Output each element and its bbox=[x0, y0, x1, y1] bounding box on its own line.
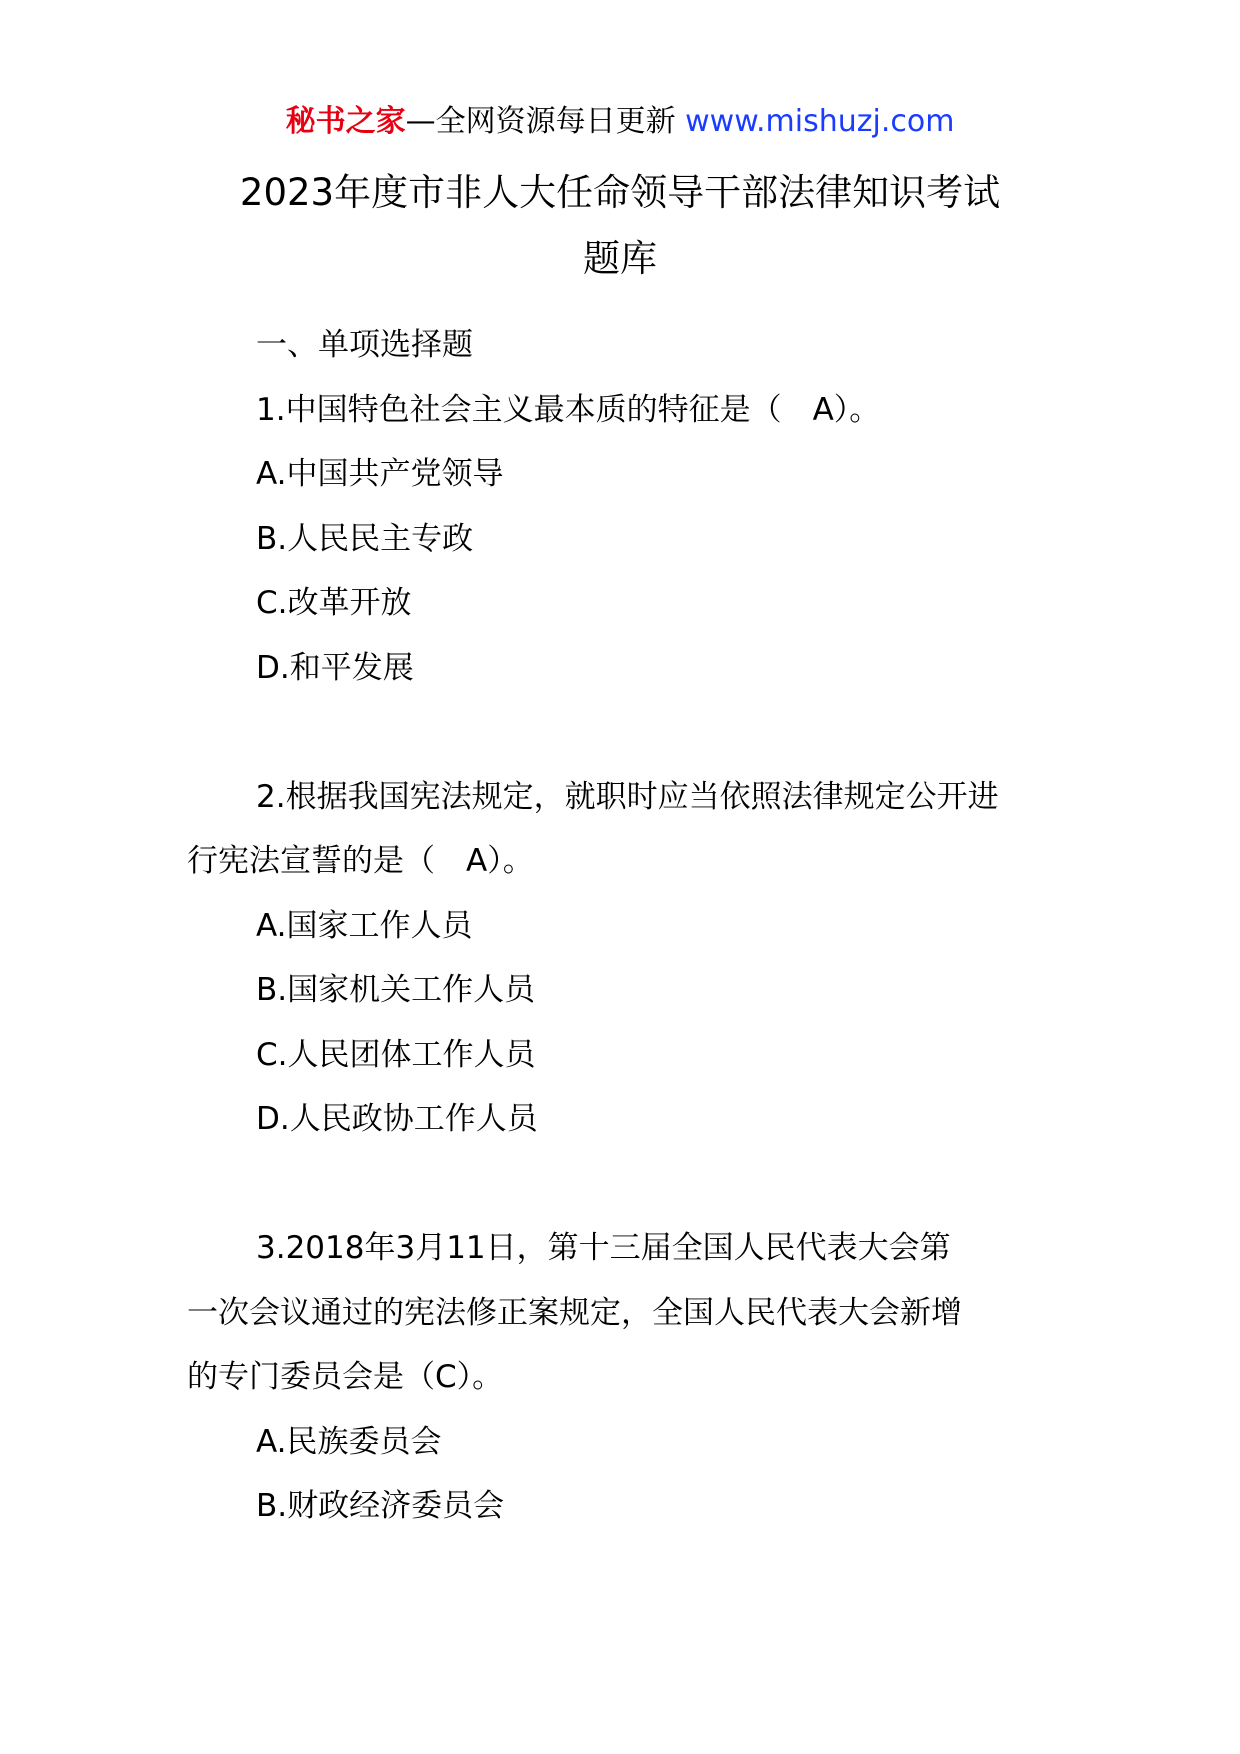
question-3-stem-line-1: 3.2018年3月11日，第十三届全国人民代表大会第 bbox=[256, 1230, 951, 1266]
question-section bbox=[187, 313, 1057, 1539]
paragraph-gap bbox=[187, 1152, 1057, 1217]
document-title bbox=[190, 160, 1050, 292]
question-3-option-a: A.民族委员会 bbox=[256, 1423, 442, 1460]
question-3-stem-line-3: 的专门委员会是（C）。 bbox=[187, 1359, 504, 1395]
question-3-option-b: B.财政经济委员会 bbox=[256, 1488, 505, 1524]
header-tagline: —全网资源每日更新 bbox=[405, 104, 676, 139]
site-url-link[interactable]: www.mishuzj.com bbox=[685, 104, 955, 139]
question-1-option-d: D.和平发展 bbox=[256, 649, 414, 686]
question-1-option-c: C.改革开放 bbox=[256, 585, 412, 621]
question-1-option-a: A.中国共产党领导 bbox=[256, 456, 504, 492]
brand-name: 秘书之家 bbox=[285, 104, 406, 139]
section-heading: 一、单项选择题 bbox=[256, 327, 473, 363]
question-2-stem-line-2: 行宪法宣誓的是（ A）。 bbox=[187, 843, 534, 879]
title-line-2: 题库 bbox=[583, 237, 657, 280]
site-header bbox=[0, 100, 1240, 144]
question-2-option-a: A.国家工作人员 bbox=[256, 907, 473, 944]
question-2-stem-line-1: 2.根据我国宪法规定，就职时应当依照法律规定公开进 bbox=[256, 778, 999, 815]
question-2-option-d: D.人民政协工作人员 bbox=[256, 1101, 538, 1137]
question-1-option-b: B.人民民主专政 bbox=[256, 520, 474, 557]
title-line-1: 2023年度市非人大任命领导干部法律知识考试 bbox=[239, 171, 1001, 214]
question-2-option-c: C.人民团体工作人员 bbox=[256, 1036, 536, 1073]
question-1-stem: 1.中国特色社会主义最本质的特征是（ A）。 bbox=[256, 391, 881, 428]
question-2-option-b: B.国家机关工作人员 bbox=[256, 972, 536, 1008]
question-3-stem-line-2: 一次会议通过的宪法修正案规定，全国人民代表大会新增 bbox=[187, 1294, 962, 1331]
paragraph-gap bbox=[187, 700, 1057, 765]
